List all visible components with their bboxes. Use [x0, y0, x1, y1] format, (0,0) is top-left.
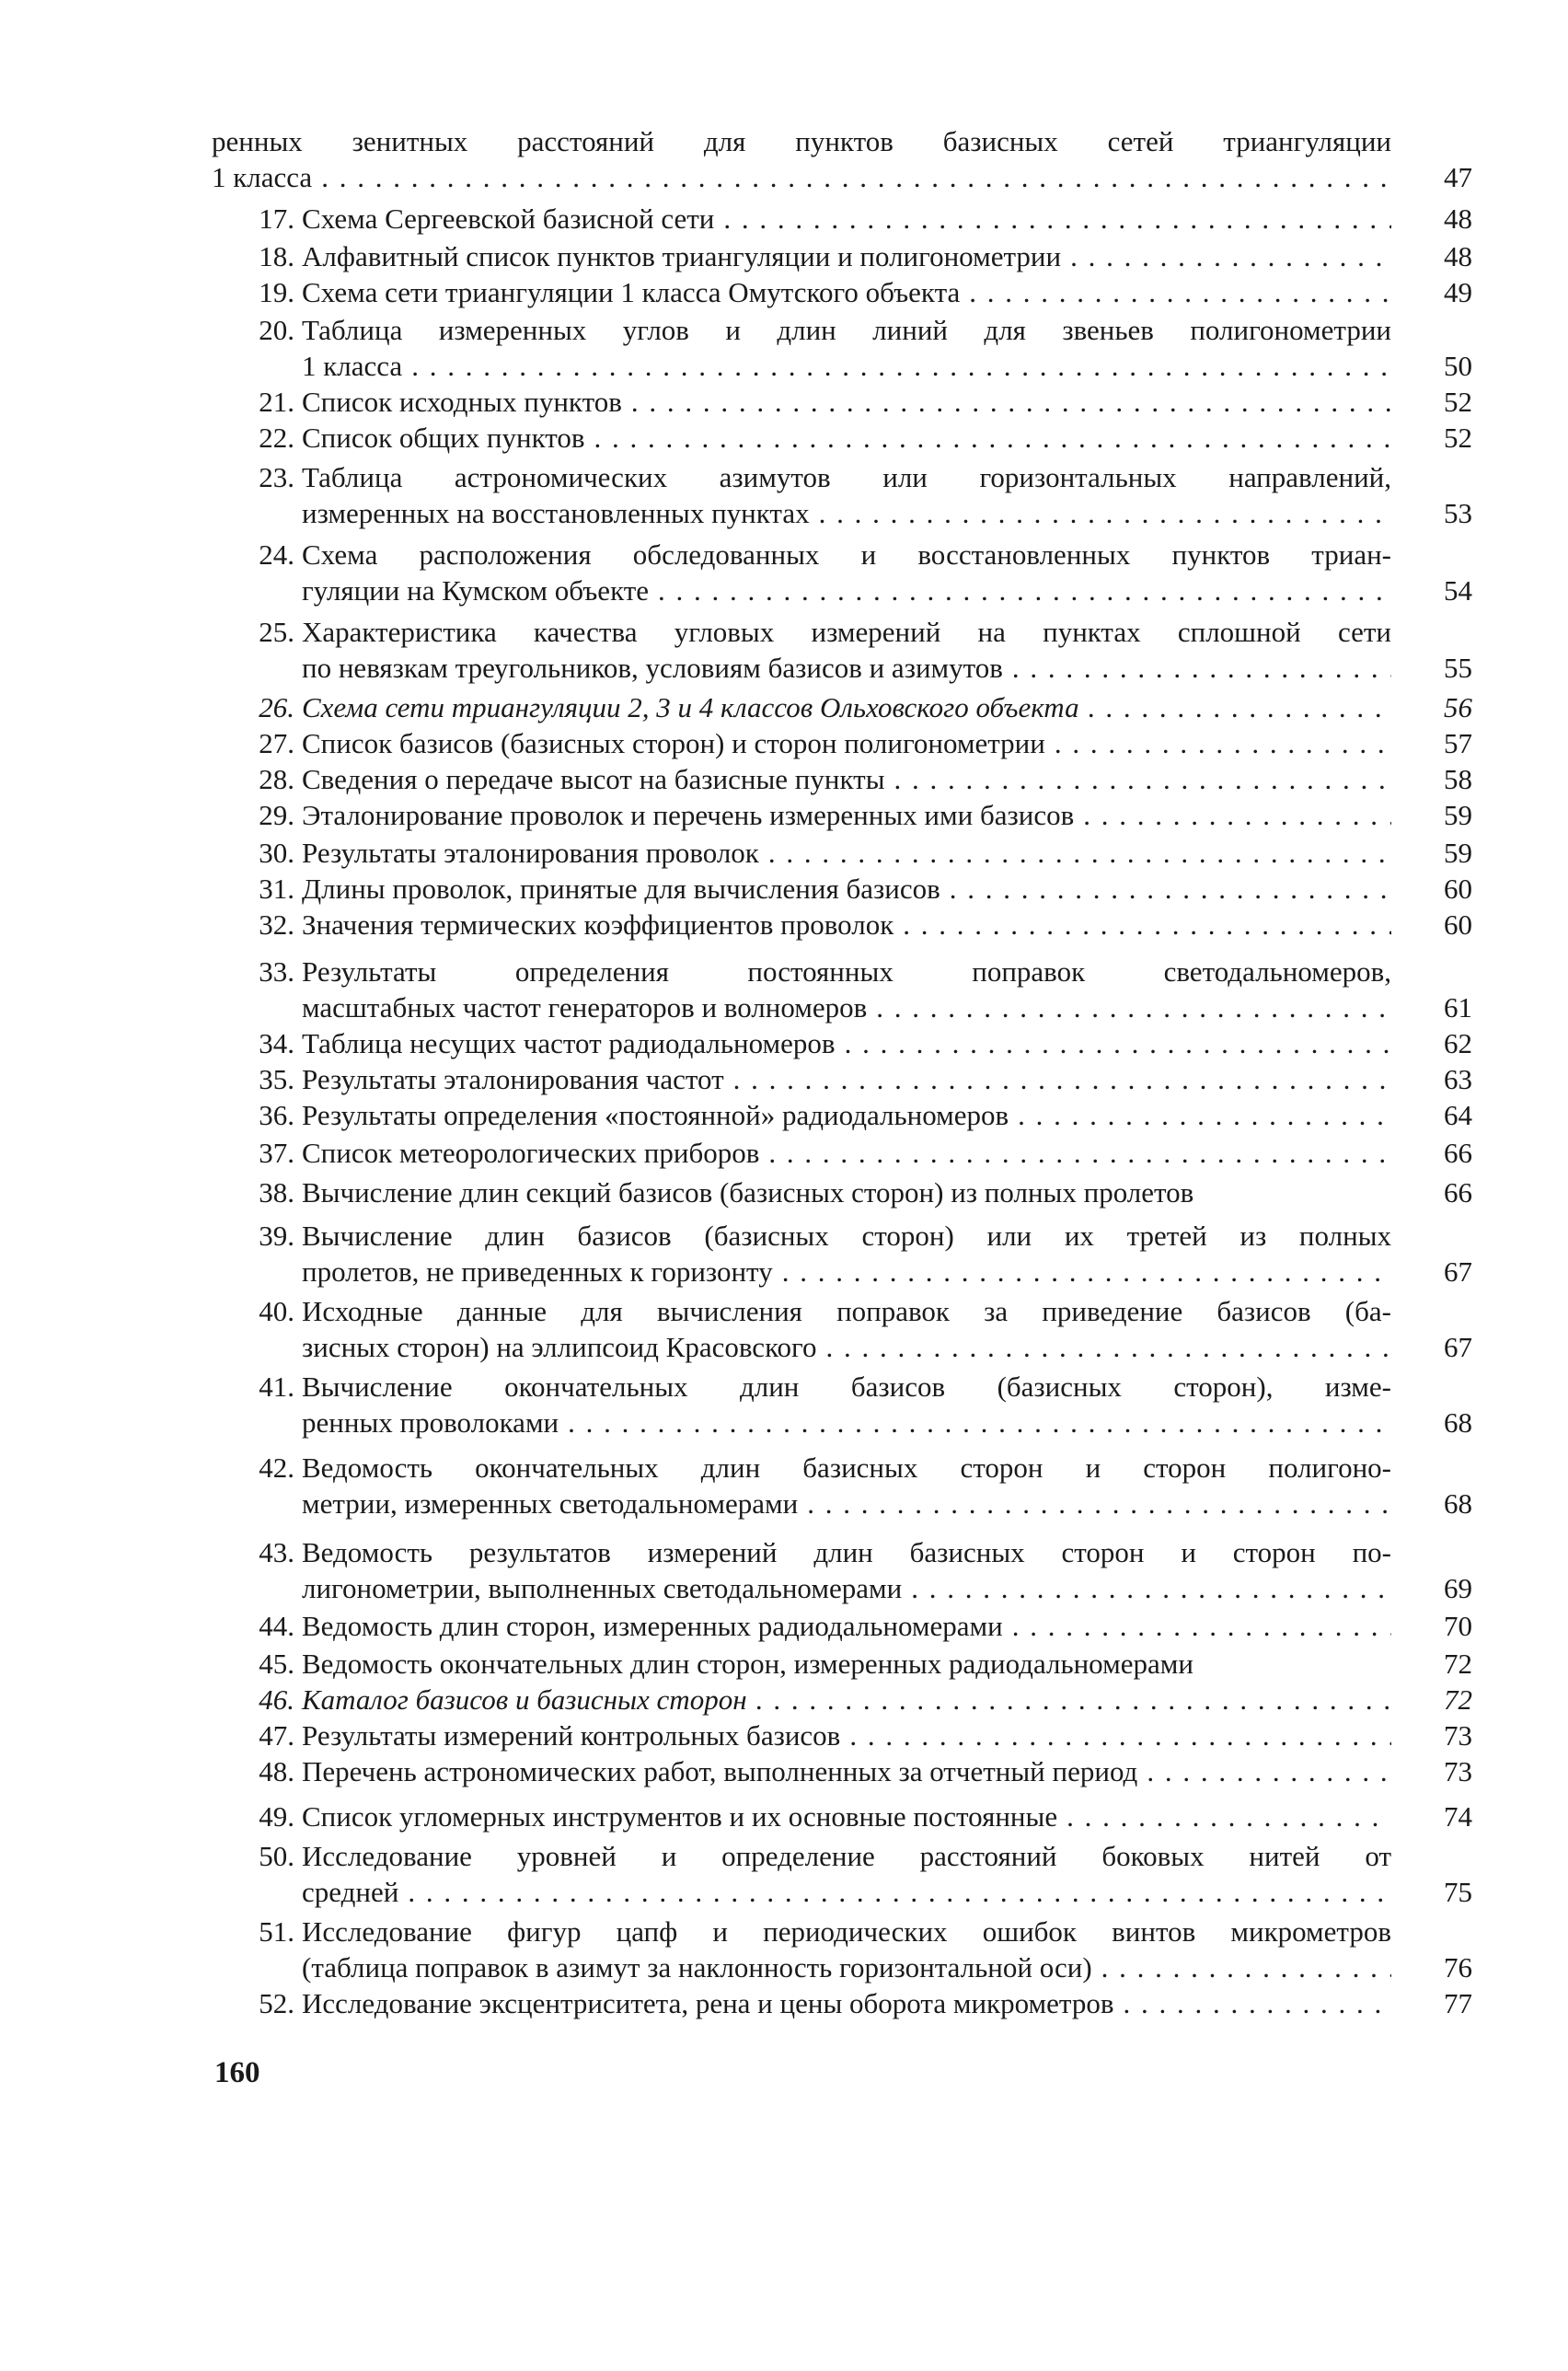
- toc-entry-page-number: 50: [1444, 350, 1472, 382]
- toc-entry-number: 40.: [259, 1295, 294, 1327]
- toc-entry-title: Вычисление длин секций базисов (базисных сторон) из полных пролетов: [302, 1176, 1194, 1209]
- dot-leader: [768, 1135, 1391, 1171]
- toc-entry-number: 26.: [259, 691, 294, 723]
- toc-entry: [212, 1174, 1472, 1210]
- toc-entry-number: 33.: [259, 955, 294, 988]
- dot-leader: [1123, 1985, 1391, 2021]
- toc-entry: [212, 1985, 1472, 2021]
- toc-entry-page-number: 61: [1444, 991, 1472, 1024]
- dot-leader: [1101, 1949, 1391, 1985]
- toc-entry-page-number: 52: [1444, 386, 1472, 418]
- toc-entry-page-number: 47: [1444, 161, 1472, 193]
- toc-entry: [212, 1218, 1472, 1290]
- toc-entry: [212, 1135, 1472, 1171]
- toc-entry-title: Вычисление длин базисов (базисных сторон) или их третей из полных: [302, 1220, 1391, 1252]
- toc-entry-number: 21.: [259, 386, 294, 418]
- toc-entry-title: Ведомость результатов измерений длин базисных сторон и сторон по-: [302, 1536, 1391, 1568]
- toc-entry-page-number: 60: [1444, 908, 1472, 941]
- toc-entry-page-number: 67: [1444, 1331, 1472, 1363]
- toc-entry-page-number: 74: [1444, 1800, 1472, 1833]
- dot-leader: [894, 761, 1391, 797]
- dot-leader: [768, 835, 1391, 871]
- toc-entry: [212, 1682, 1472, 1718]
- toc-entry-title: Исходные данные для вычисления поправок за приведение базисов (ба-: [302, 1295, 1391, 1327]
- toc-entry-number: 32.: [259, 908, 294, 941]
- toc-entry-title: пролетов, не приведенных к горизонту: [302, 1255, 773, 1288]
- toc-entry: [212, 689, 1472, 725]
- dot-leader: [819, 495, 1391, 531]
- toc-entry-page-number: 76: [1444, 1951, 1472, 1984]
- toc-entry: [212, 954, 1472, 1025]
- toc-entry: [212, 835, 1472, 871]
- toc-entry-page-number: 77: [1444, 1987, 1472, 2019]
- toc-entry-page-number: 72: [1444, 1683, 1472, 1716]
- dot-leader: [594, 420, 1391, 456]
- toc-entry: [212, 614, 1472, 686]
- dot-leader: [1066, 1798, 1391, 1834]
- toc-entry-title: средней: [302, 1876, 399, 1908]
- dot-leader: [631, 384, 1391, 420]
- toc-entry: [212, 1753, 1472, 1789]
- toc-entry-number: 28.: [259, 763, 294, 795]
- toc-entry-title: Алфавитный список пунктов триангуляции и полигонометрии: [302, 240, 1062, 272]
- dot-leader: [733, 1061, 1391, 1097]
- dot-leader: [321, 159, 1391, 195]
- toc-entry-title: ренных зенитных расстояний для пунктов базисных сетей триангуляции: [212, 125, 1391, 157]
- toc-entry-page-number: 53: [1444, 497, 1472, 529]
- table-of-contents: [212, 123, 1472, 2021]
- toc-entry: [212, 238, 1472, 274]
- dot-leader: [1089, 689, 1391, 725]
- toc-entry: [212, 1798, 1472, 1834]
- toc-entry: [212, 537, 1472, 608]
- toc-entry-number: 47.: [259, 1719, 294, 1752]
- toc-entry-title: Список метеорологических приборов: [302, 1137, 760, 1169]
- toc-entry-page-number: 73: [1444, 1755, 1472, 1787]
- toc-entry-page-number: 66: [1444, 1176, 1472, 1209]
- toc-entry-page-number: 57: [1444, 727, 1472, 759]
- toc-entry: [212, 459, 1472, 531]
- toc-entry: [212, 1025, 1472, 1061]
- dot-leader: [1070, 238, 1391, 274]
- dot-leader: [1083, 797, 1391, 833]
- toc-entry-number: 29.: [259, 799, 294, 831]
- toc-entry-page-number: 73: [1444, 1719, 1472, 1752]
- toc-entry-page-number: 54: [1444, 574, 1472, 607]
- toc-entry-page-number: 66: [1444, 1137, 1472, 1169]
- toc-entry-number: 19.: [259, 276, 294, 308]
- dot-leader: [1147, 1753, 1391, 1789]
- toc-entry: [212, 1293, 1472, 1365]
- dot-leader: [903, 907, 1391, 943]
- toc-entry-title: ренных проволоками: [302, 1406, 559, 1439]
- toc-entry: [212, 1718, 1472, 1753]
- toc-entry-number: 27.: [259, 727, 294, 759]
- toc-entry: [212, 1534, 1472, 1606]
- toc-entry: [212, 420, 1472, 456]
- toc-entry: [212, 1061, 1472, 1097]
- toc-entry-page-number: 75: [1444, 1876, 1472, 1908]
- toc-entry-page-number: 70: [1444, 1610, 1472, 1642]
- toc-entry-page-number: 56: [1444, 691, 1472, 723]
- toc-entry-title: Длины проволок, принятые для вычисления базисов: [302, 873, 940, 905]
- toc-entry-title: масштабных частот генераторов и волномеров: [302, 991, 868, 1024]
- toc-entry: [212, 761, 1472, 797]
- toc-entry-title: Перечень астрономических работ, выполненных за отчетный период: [302, 1755, 1138, 1787]
- toc-entry-number: 18.: [259, 240, 294, 272]
- toc-entry-number: 36.: [259, 1099, 294, 1131]
- dot-leader: [849, 1718, 1391, 1753]
- toc-entry-number: 48.: [259, 1755, 294, 1787]
- toc-entry-title: Результаты эталонирования проволок: [302, 837, 759, 869]
- toc-entry-title: Исследование фигур цапф и периодических ошибок винтов микрометров: [302, 1915, 1391, 1948]
- toc-entry-title: 1 класса: [302, 350, 403, 382]
- dot-leader: [723, 201, 1391, 237]
- toc-entry-title: Результаты эталонирования частот: [302, 1063, 724, 1095]
- dot-leader: [568, 1405, 1391, 1440]
- dot-leader: [969, 274, 1391, 310]
- toc-entry-title: (таблица поправок в азимут за наклонность горизонтальной оси): [302, 1951, 1092, 1984]
- dot-leader: [782, 1254, 1391, 1290]
- dot-leader: [807, 1486, 1391, 1521]
- toc-entry-title: Схема Сергеевской базисной сети: [302, 202, 715, 235]
- toc-entry-title: Сведения о передаче высот на базисные пункты: [302, 763, 885, 795]
- toc-entry-page-number: 68: [1444, 1406, 1472, 1439]
- dot-leader: [756, 1682, 1391, 1718]
- dot-leader: [911, 1570, 1391, 1606]
- dot-leader: [876, 989, 1391, 1025]
- toc-entry-title: Эталонирование проволок и перечень измеренных ими базисов: [302, 799, 1075, 831]
- toc-entry-number: 42.: [259, 1452, 294, 1484]
- toc-entry: [212, 312, 1472, 384]
- toc-entry-title: Схема сети триангуляции 2, 3 и 4 классов Ольховского объекта: [302, 691, 1079, 723]
- toc-entry-page-number: 48: [1444, 240, 1472, 272]
- toc-entry-title: Исследование эксцентриситета, рена и цены оборота микрометров: [302, 1987, 1114, 2019]
- toc-entry-title: Список общих пунктов: [302, 422, 585, 454]
- dot-leader: [1055, 725, 1391, 761]
- toc-entry-title: Схема сети триангуляции 1 класса Омутского объекта: [302, 276, 961, 308]
- toc-entry-title: Результаты определения постоянных поправок светодальномеров,: [302, 955, 1391, 988]
- toc-entry-number: 41.: [259, 1371, 294, 1403]
- toc-entry: [212, 1450, 1472, 1521]
- toc-entry-number: 51.: [259, 1915, 294, 1948]
- toc-entry: [212, 1369, 1472, 1440]
- toc-entry-number: 37.: [259, 1137, 294, 1169]
- toc-entry-page-number: 52: [1444, 422, 1472, 454]
- toc-entry-title: Ведомость окончательных длин базисных сторон и сторон полигоно-: [302, 1452, 1391, 1484]
- toc-entry-title: Значения термических коэффициентов проволок: [302, 908, 894, 941]
- toc-entry-title: Ведомость длин сторон, измеренных радиодальномерами: [302, 1610, 1003, 1642]
- toc-entry: [212, 871, 1472, 907]
- toc-entry-page-number: 72: [1444, 1648, 1472, 1680]
- toc-entry-page-number: 59: [1444, 799, 1472, 831]
- toc-entry-title: Результаты определения «постоянной» радиодальномеров: [302, 1099, 1009, 1131]
- toc-entry-page-number: 55: [1444, 652, 1472, 684]
- toc-entry-page-number: 62: [1444, 1027, 1472, 1059]
- toc-entry: [212, 1838, 1472, 1910]
- toc-entry: [212, 274, 1472, 310]
- toc-entry-page-number: 68: [1444, 1487, 1472, 1520]
- toc-entry: [212, 123, 1472, 195]
- toc-entry-title: Результаты измерений контрольных базисов: [302, 1719, 841, 1752]
- dot-leader: [1012, 1608, 1391, 1644]
- toc-entry: [212, 201, 1472, 237]
- toc-entry-title: Каталог базисов и базисных сторон: [302, 1683, 747, 1716]
- toc-entry-page-number: 64: [1444, 1099, 1472, 1131]
- dot-leader: [411, 348, 1391, 384]
- toc-entry-title: лигонометрии, выполненных светодальномерами: [302, 1572, 903, 1604]
- toc-entry-page-number: 49: [1444, 276, 1472, 308]
- toc-entry-number: 50.: [259, 1840, 294, 1872]
- dot-leader: [408, 1874, 1391, 1910]
- toc-entry-number: 43.: [259, 1536, 294, 1568]
- toc-entry: [212, 907, 1472, 943]
- dot-leader: [826, 1329, 1392, 1365]
- toc-entry-number: 25.: [259, 616, 294, 648]
- toc-entry-number: 38.: [259, 1176, 294, 1209]
- toc-entry-number: 46.: [259, 1683, 294, 1716]
- toc-entry-page-number: 67: [1444, 1255, 1472, 1288]
- toc-entry-title: Вычисление окончательных длин базисов (базисных сторон), изме-: [302, 1371, 1391, 1403]
- dot-leader: [1012, 650, 1391, 686]
- toc-entry: [212, 384, 1472, 420]
- toc-entry-title: Схема расположения обследованных и восстановленных пунктов триан-: [302, 538, 1391, 571]
- toc-entry: [212, 725, 1472, 761]
- dot-leader: [658, 573, 1391, 608]
- toc-entry: [212, 1914, 1472, 1985]
- toc-entry-title: измеренных на восстановленных пунктах: [302, 497, 810, 529]
- toc-entry-number: 35.: [259, 1063, 294, 1095]
- toc-entry-number: 30.: [259, 837, 294, 869]
- toc-entry-title: Таблица астрономических азимутов или горизонтальных направлений,: [302, 461, 1391, 493]
- toc-entry-page-number: 48: [1444, 202, 1472, 235]
- toc-entry-title: гуляции на Кумском объекте: [302, 574, 650, 607]
- toc-entry-number: 17.: [259, 202, 294, 235]
- toc-entry-title: Ведомость окончательных длин сторон, измеренных радиодальномерами: [302, 1648, 1193, 1680]
- toc-entry-number: 34.: [259, 1027, 294, 1059]
- toc-entry-title: зисных сторон) на эллипсоид Красовского: [302, 1331, 817, 1363]
- toc-entry-number: 45.: [259, 1648, 294, 1680]
- toc-entry-title: Таблица измеренных углов и длин линий для звеньев полигонометрии: [302, 314, 1391, 346]
- dot-leader: [1018, 1097, 1391, 1133]
- toc-entry-title: Исследование уровней и определение расстояний боковых нитей от: [302, 1840, 1391, 1872]
- toc-entry-title: Таблица несущих частот радиодальномеров: [302, 1027, 836, 1059]
- toc-entry-page-number: 58: [1444, 763, 1472, 795]
- toc-entry-page-number: 63: [1444, 1063, 1472, 1095]
- toc-entry-number: 22.: [259, 422, 294, 454]
- toc-entry-title: метрии, измеренных светодальномерами: [302, 1487, 799, 1520]
- toc-entry: [212, 1646, 1472, 1682]
- toc-entry-number: 49.: [259, 1800, 294, 1833]
- toc-entry: [212, 797, 1472, 833]
- toc-entry-page-number: 60: [1444, 873, 1472, 905]
- toc-entry: [212, 1097, 1472, 1133]
- toc-entry-number: 31.: [259, 873, 294, 905]
- toc-entry-number: 24.: [259, 538, 294, 571]
- dot-leader: [845, 1025, 1391, 1061]
- toc-entry-number: 23.: [259, 461, 294, 493]
- page-folio: 160: [214, 2056, 260, 2089]
- toc-entry-title: по невязкам треугольников, условиям базисов и азимутов: [302, 652, 1003, 684]
- toc-entry-number: 39.: [259, 1220, 294, 1252]
- toc-entry-number: 44.: [259, 1610, 294, 1642]
- toc-entry-page-number: 59: [1444, 837, 1472, 869]
- toc-entry-title: Характеристика качества угловых измерений на пунктах сплошной сети: [302, 616, 1391, 648]
- toc-entry-number: 52.: [259, 1987, 294, 2019]
- dot-leader: [950, 871, 1391, 907]
- toc-entry-title: Список угломерных инструментов и их основные постоянные: [302, 1800, 1058, 1833]
- toc-entry-title: Список базисов (базисных сторон) и сторон полигонометрии: [302, 727, 1045, 759]
- toc-entry-number: 20.: [259, 314, 294, 346]
- toc-entry-page-number: 69: [1444, 1572, 1472, 1604]
- toc-entry-title: Список исходных пунктов: [302, 386, 622, 418]
- toc-entry-title: 1 класса: [212, 161, 313, 193]
- toc-entry: [212, 1608, 1472, 1644]
